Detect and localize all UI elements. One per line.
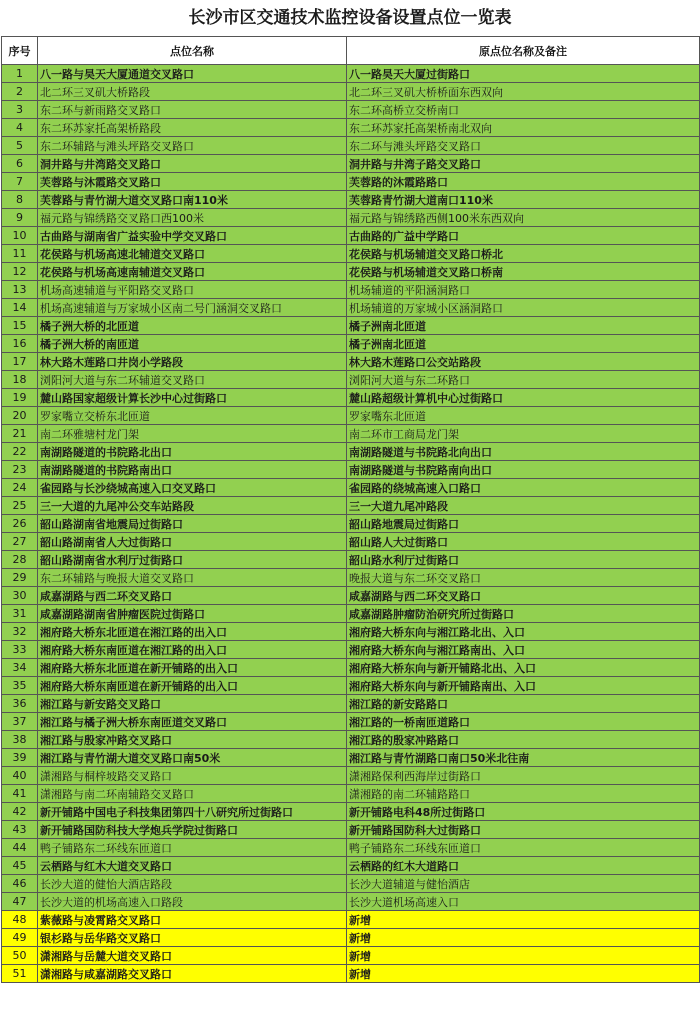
table-row bbox=[2, 893, 700, 911]
row-number: 17 bbox=[2, 353, 38, 371]
row-location-name: 北二环三叉矶大桥路段 bbox=[38, 83, 347, 101]
table-row bbox=[2, 497, 700, 515]
row-location-name: 东二环苏家托高架桥路段 bbox=[38, 119, 347, 137]
row-original-name: 花侯路与机场辅道交叉路口桥南 bbox=[347, 263, 700, 281]
row-number: 46 bbox=[2, 875, 38, 893]
row-original-name: 鸭子铺路东二环线东匝道口 bbox=[347, 839, 700, 857]
row-number: 4 bbox=[2, 119, 38, 137]
row-location-name: 湘府路大桥东南匝道在新开铺路的出入口 bbox=[38, 677, 347, 695]
table-row bbox=[2, 209, 700, 227]
row-number: 34 bbox=[2, 659, 38, 677]
row-location-name: 韶山路湖南省地震局过街路口 bbox=[38, 515, 347, 533]
row-location-name: 雀园路与长沙绕城高速入口交叉路口 bbox=[38, 479, 347, 497]
row-number: 15 bbox=[2, 317, 38, 335]
row-location-name: 南二环雅塘村龙门架 bbox=[38, 425, 347, 443]
row-location-name: 紫薇路与凌霄路交叉路口 bbox=[38, 911, 347, 929]
row-original-name: 北二环三叉矶大桥桥面东西双向 bbox=[347, 83, 700, 101]
row-number: 24 bbox=[2, 479, 38, 497]
row-number: 47 bbox=[2, 893, 38, 911]
row-number: 42 bbox=[2, 803, 38, 821]
header-location-name: 点位名称 bbox=[38, 37, 347, 65]
row-location-name: 芙蓉路与青竹湖大道交叉路口南110米 bbox=[38, 191, 347, 209]
table-row bbox=[2, 227, 700, 245]
row-original-name: 南湖路隧道与书院路北向出口 bbox=[347, 443, 700, 461]
row-location-name: 洞井路与井湾路交叉路口 bbox=[38, 155, 347, 173]
row-number: 50 bbox=[2, 947, 38, 965]
row-number: 16 bbox=[2, 335, 38, 353]
row-number: 1 bbox=[2, 65, 38, 83]
row-original-name: 咸嘉湖路与西二环交叉路口 bbox=[347, 587, 700, 605]
row-number: 12 bbox=[2, 263, 38, 281]
row-location-name: 橘子洲大桥的南匝道 bbox=[38, 335, 347, 353]
table-row bbox=[2, 767, 700, 785]
table-row bbox=[2, 371, 700, 389]
table-body bbox=[2, 65, 700, 983]
row-location-name: 鸭子铺路东二环线东匝道口 bbox=[38, 839, 347, 857]
row-location-name: 潇湘路与咸嘉湖路交叉路口 bbox=[38, 965, 347, 983]
table-row bbox=[2, 443, 700, 461]
row-number: 8 bbox=[2, 191, 38, 209]
table-row bbox=[2, 749, 700, 767]
row-number: 40 bbox=[2, 767, 38, 785]
table-row bbox=[2, 929, 700, 947]
row-number: 19 bbox=[2, 389, 38, 407]
row-original-name: 机场辅道的平阳涵洞路口 bbox=[347, 281, 700, 299]
document-title: 长沙市区交通技术监控设备设置点位一览表 bbox=[188, 8, 512, 28]
row-number: 7 bbox=[2, 173, 38, 191]
table-row bbox=[2, 713, 700, 731]
row-original-name: 东二环苏家托高架桥南北双向 bbox=[347, 119, 700, 137]
table-row bbox=[2, 461, 700, 479]
row-original-name: 云栖路的红木大道路口 bbox=[347, 857, 700, 875]
row-number: 22 bbox=[2, 443, 38, 461]
row-location-name: 花侯路与机场高速北辅道交叉路口 bbox=[38, 245, 347, 263]
row-location-name: 韶山路湖南省水利厅过街路口 bbox=[38, 551, 347, 569]
row-number: 49 bbox=[2, 929, 38, 947]
row-location-name: 东二环辅路与晚报大道交叉路口 bbox=[38, 569, 347, 587]
table-row bbox=[2, 695, 700, 713]
row-location-name: 咸嘉湖路与西二环交叉路口 bbox=[38, 587, 347, 605]
table-row bbox=[2, 317, 700, 335]
row-original-name: 浏阳河大道与东二环路口 bbox=[347, 371, 700, 389]
row-original-name: 新开铺路电科48所过街路口 bbox=[347, 803, 700, 821]
row-original-name: 长沙大道辅道与健怡酒店 bbox=[347, 875, 700, 893]
table-row bbox=[2, 551, 700, 569]
row-number: 6 bbox=[2, 155, 38, 173]
table-row bbox=[2, 965, 700, 983]
table-row bbox=[2, 533, 700, 551]
row-number: 32 bbox=[2, 623, 38, 641]
row-number: 21 bbox=[2, 425, 38, 443]
table-row bbox=[2, 479, 700, 497]
table-row bbox=[2, 677, 700, 695]
row-location-name: 林大路木莲路口井岗小学路段 bbox=[38, 353, 347, 371]
row-original-name: 三一大道九尾冲路段 bbox=[347, 497, 700, 515]
row-number: 9 bbox=[2, 209, 38, 227]
header-original-name: 原点位名称及备注 bbox=[347, 37, 700, 65]
table-row bbox=[2, 137, 700, 155]
row-location-name: 湘江路与新安路交叉路口 bbox=[38, 695, 347, 713]
row-original-name: 湘府路大桥东向与新开铺路北出、入口 bbox=[347, 659, 700, 677]
row-location-name: 浏阳河大道与东二环辅道交叉路口 bbox=[38, 371, 347, 389]
row-original-name: 咸嘉湖路肿瘤防治研究所过街路口 bbox=[347, 605, 700, 623]
row-original-name: 潇湘路保利西海岸过街路口 bbox=[347, 767, 700, 785]
row-location-name: 湘江路与殷家冲路交叉路口 bbox=[38, 731, 347, 749]
row-original-name: 新增 bbox=[347, 947, 700, 965]
row-location-name: 花侯路与机场高速南辅道交叉路口 bbox=[38, 263, 347, 281]
table-row bbox=[2, 119, 700, 137]
table-row bbox=[2, 83, 700, 101]
row-number: 23 bbox=[2, 461, 38, 479]
row-number: 26 bbox=[2, 515, 38, 533]
row-location-name: 湘江路与橘子洲大桥东南匝道交叉路口 bbox=[38, 713, 347, 731]
row-number: 2 bbox=[2, 83, 38, 101]
row-original-name: 福元路与锦绣路西侧100米东西双向 bbox=[347, 209, 700, 227]
row-original-name: 湘江路的新安路路口 bbox=[347, 695, 700, 713]
row-location-name: 麓山路国家超级计算长沙中心过街路口 bbox=[38, 389, 347, 407]
row-original-name: 林大路木莲路口公交站路段 bbox=[347, 353, 700, 371]
table-row bbox=[2, 947, 700, 965]
table-row bbox=[2, 821, 700, 839]
table-row bbox=[2, 587, 700, 605]
row-location-name: 八一路与昊天大厦通道交叉路口 bbox=[38, 65, 347, 83]
row-original-name: 晚报大道与东二环交叉路口 bbox=[347, 569, 700, 587]
table-row bbox=[2, 173, 700, 191]
table-row bbox=[2, 353, 700, 371]
row-location-name: 福元路与锦绣路交叉路口西100米 bbox=[38, 209, 347, 227]
row-original-name: 韶山路水利厅过街路口 bbox=[347, 551, 700, 569]
row-original-name: 南湖路隧道与书院路南向出口 bbox=[347, 461, 700, 479]
row-original-name: 东二环与滩头坪路交叉路口 bbox=[347, 137, 700, 155]
table-row bbox=[2, 515, 700, 533]
row-original-name: 洞井路与井湾子路交叉路口 bbox=[347, 155, 700, 173]
row-number: 5 bbox=[2, 137, 38, 155]
row-number: 38 bbox=[2, 731, 38, 749]
row-original-name: 湘江路与青竹湖路口南口50米北往南 bbox=[347, 749, 700, 767]
row-original-name: 机场辅道的万家城小区涵洞路口 bbox=[347, 299, 700, 317]
row-location-name: 湘府路大桥东北匝道在湘江路的出入口 bbox=[38, 623, 347, 641]
row-location-name: 古曲路与湖南省广益实验中学交叉路口 bbox=[38, 227, 347, 245]
row-location-name: 橘子洲大桥的北匝道 bbox=[38, 317, 347, 335]
row-number: 36 bbox=[2, 695, 38, 713]
row-original-name: 芙蓉路的沐霞路路口 bbox=[347, 173, 700, 191]
table-row bbox=[2, 407, 700, 425]
row-original-name: 湘江路的一桥南匝道路口 bbox=[347, 713, 700, 731]
row-location-name: 新开铺路中国电子科技集团第四十八研究所过街路口 bbox=[38, 803, 347, 821]
row-number: 48 bbox=[2, 911, 38, 929]
row-number: 30 bbox=[2, 587, 38, 605]
row-location-name: 罗家嘴立交桥东北匝道 bbox=[38, 407, 347, 425]
row-location-name: 长沙大道的健怡大酒店路段 bbox=[38, 875, 347, 893]
table-row bbox=[2, 281, 700, 299]
row-location-name: 潇湘路与南二环南辅路交叉路口 bbox=[38, 785, 347, 803]
row-number: 18 bbox=[2, 371, 38, 389]
table-row bbox=[2, 803, 700, 821]
table-row bbox=[2, 299, 700, 317]
row-location-name: 机场高速辅道与平阳路交叉路口 bbox=[38, 281, 347, 299]
row-location-name: 南湖路隧道的书院路南出口 bbox=[38, 461, 347, 479]
row-location-name: 湘江路与青竹湖大道交叉路口南50米 bbox=[38, 749, 347, 767]
row-location-name: 南湖路隧道的书院路北出口 bbox=[38, 443, 347, 461]
row-original-name: 韶山路人大过街路口 bbox=[347, 533, 700, 551]
row-original-name: 古曲路的广益中学路口 bbox=[347, 227, 700, 245]
row-location-name: 韶山路湖南省人大过街路口 bbox=[38, 533, 347, 551]
row-location-name: 潇湘路与岳麓大道交叉路口 bbox=[38, 947, 347, 965]
row-original-name: 韶山路地震局过街路口 bbox=[347, 515, 700, 533]
row-number: 35 bbox=[2, 677, 38, 695]
table-row bbox=[2, 335, 700, 353]
row-location-name: 云栖路与红木大道交叉路口 bbox=[38, 857, 347, 875]
table-row bbox=[2, 191, 700, 209]
row-number: 27 bbox=[2, 533, 38, 551]
locations-table bbox=[1, 36, 700, 983]
row-original-name: 湘府路大桥东向与湘江路南出、入口 bbox=[347, 641, 700, 659]
row-original-name: 芙蓉路青竹湖大道南口110米 bbox=[347, 191, 700, 209]
row-location-name: 潇湘路与桐梓坡路交叉路口 bbox=[38, 767, 347, 785]
row-number: 39 bbox=[2, 749, 38, 767]
row-number: 13 bbox=[2, 281, 38, 299]
row-number: 45 bbox=[2, 857, 38, 875]
row-location-name: 新开铺路国防科技大学炮兵学院过街路口 bbox=[38, 821, 347, 839]
row-location-name: 东二环与新雨路交叉路口 bbox=[38, 101, 347, 119]
row-number: 20 bbox=[2, 407, 38, 425]
table-row bbox=[2, 605, 700, 623]
table-row bbox=[2, 101, 700, 119]
table-row bbox=[2, 263, 700, 281]
table-row bbox=[2, 839, 700, 857]
row-original-name: 长沙大道机场高速入口 bbox=[347, 893, 700, 911]
table-row bbox=[2, 659, 700, 677]
row-original-name: 新开铺路国防科大过街路口 bbox=[347, 821, 700, 839]
row-number: 51 bbox=[2, 965, 38, 983]
table-row bbox=[2, 65, 700, 83]
row-number: 33 bbox=[2, 641, 38, 659]
row-original-name: 新增 bbox=[347, 929, 700, 947]
table-row bbox=[2, 875, 700, 893]
row-number: 25 bbox=[2, 497, 38, 515]
row-original-name: 湘江路的殷家冲路路口 bbox=[347, 731, 700, 749]
row-original-name: 罗家嘴东北匝道 bbox=[347, 407, 700, 425]
row-location-name: 湘府路大桥东南匝道在湘江路的出入口 bbox=[38, 641, 347, 659]
row-location-name: 长沙大道的机场高速入口路段 bbox=[38, 893, 347, 911]
table-row bbox=[2, 857, 700, 875]
row-original-name: 橘子洲南北匝道 bbox=[347, 317, 700, 335]
row-number: 41 bbox=[2, 785, 38, 803]
table-row bbox=[2, 641, 700, 659]
row-location-name: 三一大道的九尾冲公交车站路段 bbox=[38, 497, 347, 515]
row-location-name: 机场高速辅道与万家城小区南二号门涵洞交叉路口 bbox=[38, 299, 347, 317]
row-location-name: 东二环辅路与滩头坪路交叉路口 bbox=[38, 137, 347, 155]
row-number: 31 bbox=[2, 605, 38, 623]
row-original-name: 新增 bbox=[347, 965, 700, 983]
row-number: 37 bbox=[2, 713, 38, 731]
row-number: 11 bbox=[2, 245, 38, 263]
row-original-name: 橘子洲南北匝道 bbox=[347, 335, 700, 353]
row-number: 28 bbox=[2, 551, 38, 569]
row-original-name: 花侯路与机场辅道交叉路口桥北 bbox=[347, 245, 700, 263]
row-number: 10 bbox=[2, 227, 38, 245]
row-location-name: 咸嘉湖路湖南省肿瘤医院过街路口 bbox=[38, 605, 347, 623]
row-number: 3 bbox=[2, 101, 38, 119]
row-original-name: 麓山路超级计算机中心过街路口 bbox=[347, 389, 700, 407]
row-original-name: 湘府路大桥东向与新开铺路南出、入口 bbox=[347, 677, 700, 695]
table-row bbox=[2, 623, 700, 641]
row-original-name: 东二环高桥立交桥南口 bbox=[347, 101, 700, 119]
table-row bbox=[2, 389, 700, 407]
row-number: 43 bbox=[2, 821, 38, 839]
table-row bbox=[2, 785, 700, 803]
row-original-name: 新增 bbox=[347, 911, 700, 929]
row-location-name: 湘府路大桥东北匝道在新开铺路的出入口 bbox=[38, 659, 347, 677]
row-number: 44 bbox=[2, 839, 38, 857]
table-row bbox=[2, 569, 700, 587]
row-number: 14 bbox=[2, 299, 38, 317]
header-number: 序号 bbox=[2, 37, 38, 65]
row-location-name: 银杉路与岳华路交叉路口 bbox=[38, 929, 347, 947]
row-original-name: 湘府路大桥东向与湘江路北出、入口 bbox=[347, 623, 700, 641]
row-original-name: 南二环市工商局龙门架 bbox=[347, 425, 700, 443]
table-row bbox=[2, 731, 700, 749]
table-row bbox=[2, 155, 700, 173]
row-location-name: 芙蓉路与沐霞路交叉路口 bbox=[38, 173, 347, 191]
row-original-name: 潇湘路的南二环辅路路口 bbox=[347, 785, 700, 803]
table-row bbox=[2, 245, 700, 263]
row-number: 29 bbox=[2, 569, 38, 587]
table-row bbox=[2, 911, 700, 929]
table-row bbox=[2, 425, 700, 443]
row-original-name: 雀园路的绕城高速入口路口 bbox=[347, 479, 700, 497]
row-original-name: 八一路昊天大厦过街路口 bbox=[347, 65, 700, 83]
table-header-row bbox=[2, 37, 700, 65]
